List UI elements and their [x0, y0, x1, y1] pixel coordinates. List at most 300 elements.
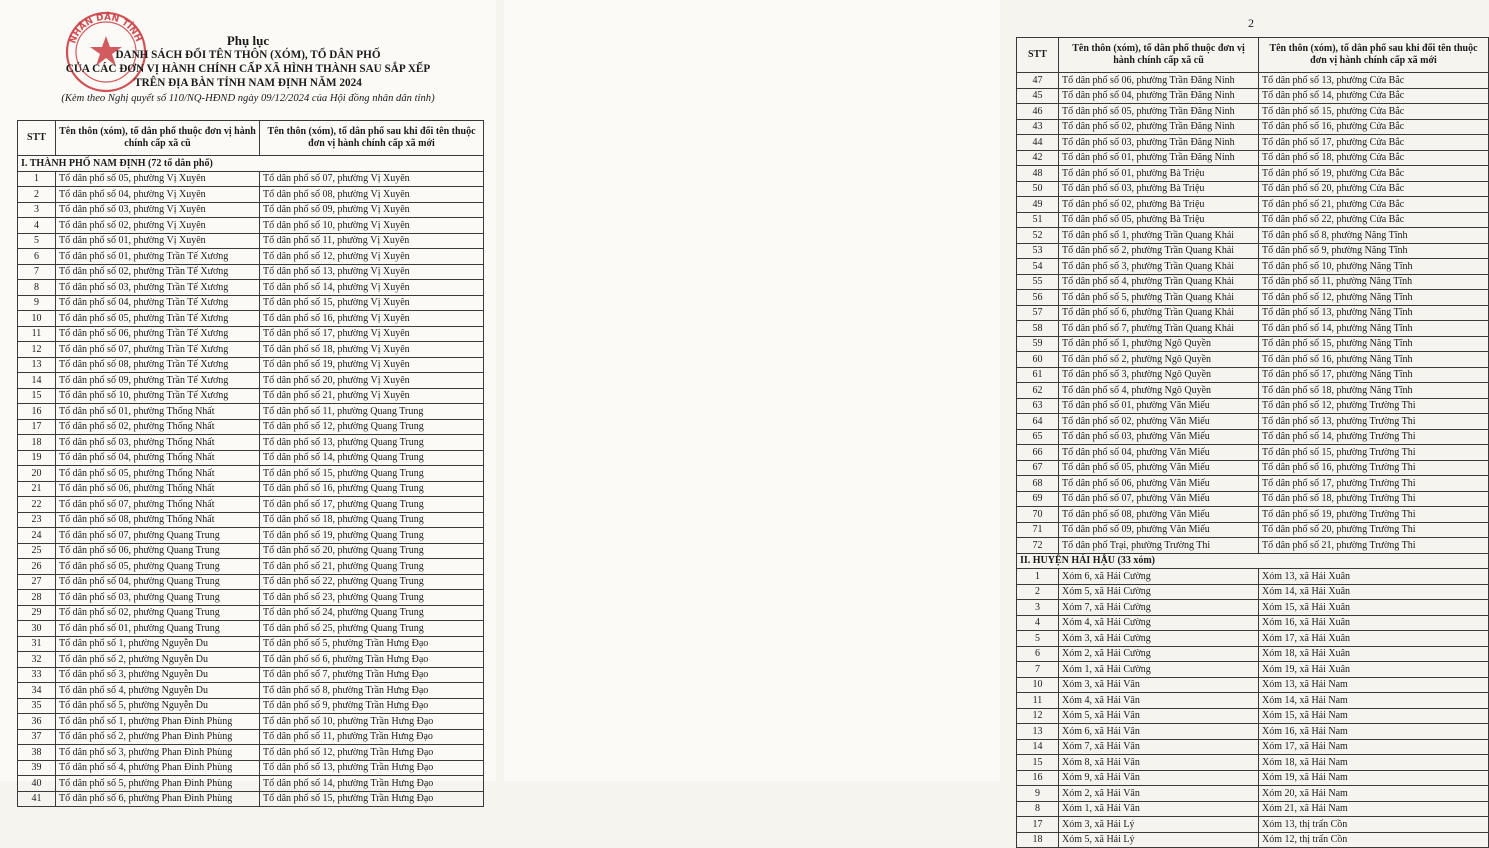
- cell-old-name: Tổ dân phố số 3, phường Ngô Quyền: [1059, 367, 1259, 383]
- table-row: [1017, 600, 1489, 616]
- cell-stt: 10: [1017, 677, 1059, 693]
- cell-new-name: Tổ dân phố số 21, phường Quang Trung: [260, 559, 484, 575]
- cell-old-name: Tổ dân phố số 4, phường Ngô Quyền: [1059, 383, 1259, 399]
- cell-new-name: Tổ dân phố số 14, phường Trần Hưng Đạo: [260, 776, 484, 792]
- table-row: [1017, 786, 1489, 802]
- cell-stt: 66: [1017, 445, 1059, 461]
- cell-old-name: Tổ dân phố số 3, phường Trần Quang Khải: [1059, 259, 1259, 275]
- cell-new-name: Xóm 16, xã Hải Nam: [1259, 724, 1489, 740]
- cell-new-name: Tổ dân phố số 16, phường Trường Thi: [1259, 460, 1489, 476]
- table-row: [1017, 243, 1489, 259]
- cell-old-name: Tổ dân phố số 02, phường Trần Tế Xương: [56, 264, 260, 280]
- cell-stt: 14: [18, 373, 56, 389]
- section-row-nam-dinh: [18, 156, 484, 172]
- cell-stt: 40: [18, 776, 56, 792]
- cell-stt: 6: [1017, 646, 1059, 662]
- renaming-table-left: [17, 120, 484, 807]
- cell-old-name: Tổ dân phố số 03, phường Bà Triệu: [1059, 181, 1259, 197]
- cell-stt: 22: [18, 497, 56, 513]
- cell-new-name: Tổ dân phố số 17, phường Năng Tĩnh: [1259, 367, 1489, 383]
- cell-stt: 14: [1017, 739, 1059, 755]
- cell-new-name: Tổ dân phố số 14, phường Trường Thi: [1259, 429, 1489, 445]
- cell-stt: 11: [18, 326, 56, 342]
- table-row: [18, 652, 484, 668]
- cell-stt: 67: [1017, 460, 1059, 476]
- cell-old-name: Tổ dân phố số 05, phường Trần Tế Xương: [56, 311, 260, 327]
- cell-new-name: Xóm 13, xã Hải Xuân: [1259, 569, 1489, 585]
- cell-old-name: Tổ dân phố số 4, phường Nguyễn Du: [56, 683, 260, 699]
- cell-stt: 9: [1017, 786, 1059, 802]
- cell-stt: 11: [1017, 693, 1059, 709]
- table-row: [1017, 460, 1489, 476]
- cell-stt: 33: [18, 667, 56, 683]
- cell-stt: 50: [1017, 181, 1059, 197]
- cell-old-name: Tổ dân phố số 03, phường Trần Tế Xương: [56, 280, 260, 296]
- section-title: I. THÀNH PHỐ NAM ĐỊNH (72 tổ dân phố): [18, 156, 484, 172]
- table-row: [1017, 197, 1489, 213]
- cell-old-name: Tổ dân phố số 03, phường Quang Trung: [56, 590, 260, 606]
- cell-stt: 20: [18, 466, 56, 482]
- cell-new-name: Tổ dân phố số 18, phường Vị Xuyên: [260, 342, 484, 358]
- cell-new-name: Tổ dân phố số 10, phường Năng Tĩnh: [1259, 259, 1489, 275]
- table-row: [1017, 150, 1489, 166]
- cell-stt: 15: [1017, 755, 1059, 771]
- cell-new-name: Xóm 21, xã Hải Nam: [1259, 801, 1489, 817]
- cell-stt: 16: [1017, 770, 1059, 786]
- cell-new-name: Tổ dân phố số 18, phường Quang Trung: [260, 512, 484, 528]
- cell-old-name: Tổ dân phố số 10, phường Trần Tế Xương: [56, 388, 260, 404]
- cell-stt: 10: [18, 311, 56, 327]
- cell-new-name: Tổ dân phố số 15, phường Vị Xuyên: [260, 295, 484, 311]
- cell-stt: 17: [1017, 817, 1059, 833]
- cell-stt: 48: [1017, 166, 1059, 182]
- table-row: [18, 466, 484, 482]
- cell-old-name: Tổ dân phố số 2, phường Trần Quang Khải: [1059, 243, 1259, 259]
- cell-stt: 16: [18, 404, 56, 420]
- cell-old-name: Tổ dân phố số 08, phường Văn Miếu: [1059, 507, 1259, 523]
- cell-stt: 23: [18, 512, 56, 528]
- cell-old-name: Tổ dân phố số 09, phường Trần Tế Xương: [56, 373, 260, 389]
- table-row: [1017, 135, 1489, 151]
- cell-old-name: Tổ dân phố số 02, phường Thống Nhất: [56, 419, 260, 435]
- cell-stt: 18: [18, 435, 56, 451]
- cell-old-name: Tổ dân phố số 05, phường Trần Đăng Ninh: [1059, 104, 1259, 120]
- cell-old-name: Xóm 3, xã Hải Vân: [1059, 677, 1259, 693]
- page-number: 2: [1248, 16, 1254, 30]
- cell-stt: 72: [1017, 538, 1059, 554]
- cell-old-name: Xóm 7, xã Hải Cường: [1059, 600, 1259, 616]
- cell-new-name: Tổ dân phố số 15, phường Cửa Bắc: [1259, 104, 1489, 120]
- table-row: [1017, 817, 1489, 833]
- cell-stt: 52: [1017, 228, 1059, 244]
- cell-old-name: Tổ dân phố số 06, phường Trần Đăng Ninh: [1059, 73, 1259, 89]
- cell-stt: 25: [18, 543, 56, 559]
- cell-stt: 8: [18, 280, 56, 296]
- table-row: [18, 295, 484, 311]
- cell-new-name: Tổ dân phố số 18, phường Cửa Bắc: [1259, 150, 1489, 166]
- table-row: [1017, 755, 1489, 771]
- table-row: [18, 543, 484, 559]
- table-row: [18, 450, 484, 466]
- cell-old-name: Tổ dân phố số 04, phường Thống Nhất: [56, 450, 260, 466]
- cell-old-name: Xóm 3, xã Hải Cường: [1059, 631, 1259, 647]
- cell-new-name: Tổ dân phố số 17, phường Trường Thi: [1259, 476, 1489, 492]
- table-row: [1017, 274, 1489, 290]
- cell-old-name: Tổ dân phố số 03, phường Văn Miếu: [1059, 429, 1259, 445]
- cell-new-name: Tổ dân phố số 13, phường Vị Xuyên: [260, 264, 484, 280]
- table-row: [18, 264, 484, 280]
- cell-old-name: Xóm 5, xã Hải Vân: [1059, 708, 1259, 724]
- cell-new-name: Xóm 17, xã Hải Nam: [1259, 739, 1489, 755]
- cell-stt: 31: [18, 636, 56, 652]
- cell-stt: 3: [1017, 600, 1059, 616]
- table-row: [1017, 677, 1489, 693]
- table-row: [18, 791, 484, 807]
- cell-old-name: Tổ dân phố Trại, phường Trường Thi: [1059, 538, 1259, 554]
- cell-stt: 8: [1017, 801, 1059, 817]
- table-row: [18, 512, 484, 528]
- cell-new-name: Tổ dân phố số 08, phường Vị Xuyên: [260, 187, 484, 203]
- cell-stt: 43: [1017, 119, 1059, 135]
- cell-stt: 55: [1017, 274, 1059, 290]
- cell-new-name: Tổ dân phố số 12, phường Năng Tĩnh: [1259, 290, 1489, 306]
- cell-new-name: Tổ dân phố số 16, phường Quang Trung: [260, 481, 484, 497]
- cell-old-name: Tổ dân phố số 05, phường Vị Xuyên: [56, 171, 260, 187]
- column-header-stt: STT: [18, 121, 56, 156]
- table-row: [18, 342, 484, 358]
- table-row: [1017, 259, 1489, 275]
- cell-stt: 56: [1017, 290, 1059, 306]
- cell-new-name: Tổ dân phố số 9, phường Năng Tĩnh: [1259, 243, 1489, 259]
- cell-old-name: Tổ dân phố số 01, phường Trần Tế Xương: [56, 249, 260, 265]
- cell-stt: 44: [1017, 135, 1059, 151]
- table-row: [18, 574, 484, 590]
- cell-stt: 4: [18, 218, 56, 234]
- table-row: [1017, 770, 1489, 786]
- document-title-line-2: CỦA CÁC ĐƠN VỊ HÀNH CHÍNH CẤP XÃ HÌNH THÀNH SAU SẮP XẾP: [65, 63, 431, 75]
- cell-stt: 42: [1017, 150, 1059, 166]
- table-row: [1017, 708, 1489, 724]
- cell-old-name: Tổ dân phố số 09, phường Văn Miếu: [1059, 522, 1259, 538]
- table-header-row: [1017, 38, 1489, 73]
- cell-old-name: Xóm 2, xã Hải Cường: [1059, 646, 1259, 662]
- cell-old-name: Xóm 3, xã Hải Lý: [1059, 817, 1259, 833]
- cell-new-name: Tổ dân phố số 11, phường Quang Trung: [260, 404, 484, 420]
- table-row: [1017, 631, 1489, 647]
- cell-old-name: Tổ dân phố số 03, phường Vị Xuyên: [56, 202, 260, 218]
- cell-new-name: Tổ dân phố số 12, phường Vị Xuyên: [260, 249, 484, 265]
- column-header-stt: STT: [1017, 38, 1059, 73]
- cell-old-name: Tổ dân phố số 03, phường Thống Nhất: [56, 435, 260, 451]
- table-row: [1017, 801, 1489, 817]
- table-row: [1017, 119, 1489, 135]
- cell-new-name: Xóm 18, xã Hải Nam: [1259, 755, 1489, 771]
- cell-stt: 60: [1017, 352, 1059, 368]
- cell-old-name: Tổ dân phố số 06, phường Văn Miếu: [1059, 476, 1259, 492]
- cell-stt: 57: [1017, 305, 1059, 321]
- cell-new-name: Xóm 14, xã Hải Xuân: [1259, 584, 1489, 600]
- table-row: [18, 667, 484, 683]
- cell-new-name: Tổ dân phố số 22, phường Cửa Bắc: [1259, 212, 1489, 228]
- cell-stt: 45: [1017, 88, 1059, 104]
- cell-new-name: Xóm 19, xã Hải Xuân: [1259, 662, 1489, 678]
- cell-new-name: Tổ dân phố số 10, phường Vị Xuyên: [260, 218, 484, 234]
- cell-new-name: Tổ dân phố số 13, phường Trường Thi: [1259, 414, 1489, 430]
- cell-new-name: Xóm 19, xã Hải Nam: [1259, 770, 1489, 786]
- cell-new-name: Tổ dân phố số 9, phường Trần Hưng Đạo: [260, 698, 484, 714]
- table-row: [18, 683, 484, 699]
- cell-old-name: Xóm 5, xã Hải Cường: [1059, 584, 1259, 600]
- cell-stt: 27: [18, 574, 56, 590]
- table-row: [1017, 724, 1489, 740]
- cell-new-name: Tổ dân phố số 20, phường Vị Xuyên: [260, 373, 484, 389]
- document-page-right: [504, 0, 1478, 846]
- cell-new-name: Tổ dân phố số 22, phường Quang Trung: [260, 574, 484, 590]
- table-row: [18, 388, 484, 404]
- table-row: [1017, 104, 1489, 120]
- cell-new-name: Tổ dân phố số 14, phường Vị Xuyên: [260, 280, 484, 296]
- cell-stt: 69: [1017, 491, 1059, 507]
- column-header-old-name: Tên thôn (xóm), tổ dân phố thuộc đơn vị hành chính cấp xã cũ: [1059, 38, 1259, 73]
- cell-old-name: Tổ dân phố số 2, phường Phan Đình Phùng: [56, 729, 260, 745]
- cell-stt: 26: [18, 559, 56, 575]
- cell-new-name: Tổ dân phố số 11, phường Trần Hưng Đạo: [260, 729, 484, 745]
- cell-stt: 46: [1017, 104, 1059, 120]
- cell-old-name: Tổ dân phố số 05, phường Bà Triệu: [1059, 212, 1259, 228]
- table-row: [1017, 832, 1489, 848]
- cell-new-name: Tổ dân phố số 20, phường Trường Thi: [1259, 522, 1489, 538]
- table-row: [1017, 414, 1489, 430]
- cell-old-name: Tổ dân phố số 01, phường Vị Xuyên: [56, 233, 260, 249]
- cell-new-name: Xóm 15, xã Hải Nam: [1259, 708, 1489, 724]
- table-row: [1017, 88, 1489, 104]
- table-row: [1017, 662, 1489, 678]
- table-row: [1017, 646, 1489, 662]
- cell-old-name: Tổ dân phố số 5, phường Trần Quang Khải: [1059, 290, 1259, 306]
- cell-old-name: Tổ dân phố số 6, phường Trần Quang Khải: [1059, 305, 1259, 321]
- cell-old-name: Tổ dân phố số 07, phường Văn Miếu: [1059, 491, 1259, 507]
- cell-old-name: Tổ dân phố số 01, phường Bà Triệu: [1059, 166, 1259, 182]
- table-row: [18, 729, 484, 745]
- cell-old-name: Tổ dân phố số 1, phường Trần Quang Khải: [1059, 228, 1259, 244]
- cell-new-name: Tổ dân phố số 09, phường Vị Xuyên: [260, 202, 484, 218]
- cell-old-name: Tổ dân phố số 05, phường Thống Nhất: [56, 466, 260, 482]
- cell-stt: 39: [18, 760, 56, 776]
- cell-old-name: Tổ dân phố số 01, phường Quang Trung: [56, 621, 260, 637]
- cell-new-name: Tổ dân phố số 14, phường Quang Trung: [260, 450, 484, 466]
- cell-old-name: Tổ dân phố số 05, phường Quang Trung: [56, 559, 260, 575]
- cell-stt: 37: [18, 729, 56, 745]
- cell-old-name: Xóm 5, xã Hải Lý: [1059, 832, 1259, 848]
- cell-old-name: Tổ dân phố số 04, phường Quang Trung: [56, 574, 260, 590]
- table-row: [18, 559, 484, 575]
- cell-new-name: Tổ dân phố số 15, phường Trường Thi: [1259, 445, 1489, 461]
- cell-new-name: Tổ dân phố số 15, phường Năng Tĩnh: [1259, 336, 1489, 352]
- cell-old-name: Tổ dân phố số 02, phường Trần Đăng Ninh: [1059, 119, 1259, 135]
- table-row: [18, 621, 484, 637]
- column-header-new-name: Tên thôn (xóm), tổ dân phố sau khi đổi tên thuộc đơn vị hành chính cấp xã mới: [1259, 38, 1489, 73]
- cell-old-name: Tổ dân phố số 07, phường Trần Tế Xương: [56, 342, 260, 358]
- cell-new-name: Tổ dân phố số 20, phường Cửa Bắc: [1259, 181, 1489, 197]
- cell-new-name: Xóm 12, thị trấn Cồn: [1259, 832, 1489, 848]
- table-row: [1017, 305, 1489, 321]
- cell-new-name: Tổ dân phố số 5, phường Trần Hưng Đạo: [260, 636, 484, 652]
- resolution-note: (Kèm theo Nghị quyết số 110/NQ-HĐND ngày 09/12/2024 của Hội đồng nhân dân tỉnh): [61, 93, 435, 104]
- cell-old-name: Tổ dân phố số 06, phường Quang Trung: [56, 543, 260, 559]
- table-row: [18, 481, 484, 497]
- cell-stt: 34: [18, 683, 56, 699]
- cell-new-name: Tổ dân phố số 19, phường Cửa Bắc: [1259, 166, 1489, 182]
- table-row: [1017, 429, 1489, 445]
- cell-stt: 13: [18, 357, 56, 373]
- table-row: [18, 760, 484, 776]
- cell-stt: 59: [1017, 336, 1059, 352]
- cell-stt: 12: [1017, 708, 1059, 724]
- cell-stt: 70: [1017, 507, 1059, 523]
- cell-stt: 49: [1017, 197, 1059, 213]
- cell-new-name: Xóm 18, xã Hải Xuân: [1259, 646, 1489, 662]
- cell-stt: 63: [1017, 398, 1059, 414]
- cell-new-name: Tổ dân phố số 13, phường Quang Trung: [260, 435, 484, 451]
- table-row: [18, 249, 484, 265]
- section-title: II. HUYỆN HẢI HẬU (33 xóm): [1017, 553, 1489, 569]
- cell-old-name: Tổ dân phố số 04, phường Trần Tế Xương: [56, 295, 260, 311]
- table-row: [1017, 181, 1489, 197]
- cell-stt: 53: [1017, 243, 1059, 259]
- cell-stt: 68: [1017, 476, 1059, 492]
- column-header-new-name: Tên thôn (xóm), tổ dân phố sau khi đổi tên thuộc đơn vị hành chính cấp xã mới: [260, 121, 484, 156]
- cell-new-name: Tổ dân phố số 23, phường Quang Trung: [260, 590, 484, 606]
- table-row: [18, 326, 484, 342]
- cell-new-name: Tổ dân phố số 14, phường Năng Tĩnh: [1259, 321, 1489, 337]
- cell-old-name: Xóm 7, xã Hải Vân: [1059, 739, 1259, 755]
- cell-stt: 15: [18, 388, 56, 404]
- table-row: [1017, 352, 1489, 368]
- document-page-left: [0, 0, 496, 805]
- cell-stt: 54: [1017, 259, 1059, 275]
- cell-old-name: Xóm 6, xã Hải Cường: [1059, 569, 1259, 585]
- cell-stt: 2: [1017, 584, 1059, 600]
- cell-new-name: Tổ dân phố số 11, phường Năng Tĩnh: [1259, 274, 1489, 290]
- cell-old-name: Tổ dân phố số 4, phường Trần Quang Khải: [1059, 274, 1259, 290]
- cell-new-name: Tổ dân phố số 21, phường Cửa Bắc: [1259, 197, 1489, 213]
- cell-old-name: Tổ dân phố số 04, phường Trần Đăng Ninh: [1059, 88, 1259, 104]
- cell-new-name: Tổ dân phố số 15, phường Trần Hưng Đạo: [260, 791, 484, 807]
- table-header-row: [18, 121, 484, 156]
- renaming-table-right: [1016, 37, 1489, 848]
- table-row: [18, 280, 484, 296]
- table-row: [18, 357, 484, 373]
- column-header-old-name: Tên thôn (xóm), tổ dân phố thuộc đơn vị hành chính cấp xã cũ: [56, 121, 260, 156]
- table-row: [18, 202, 484, 218]
- table-row: [1017, 321, 1489, 337]
- cell-stt: 47: [1017, 73, 1059, 89]
- cell-stt: 61: [1017, 367, 1059, 383]
- cell-new-name: Tổ dân phố số 19, phường Vị Xuyên: [260, 357, 484, 373]
- cell-old-name: Tổ dân phố số 02, phường Vị Xuyên: [56, 218, 260, 234]
- table-row: [1017, 507, 1489, 523]
- document-title-line-3: TRÊN ĐỊA BÀN TỈNH NAM ĐỊNH NĂM 2024: [134, 77, 362, 89]
- cell-stt: 6: [18, 249, 56, 265]
- cell-old-name: Tổ dân phố số 01, phường Thống Nhất: [56, 404, 260, 420]
- cell-new-name: Tổ dân phố số 16, phường Vị Xuyên: [260, 311, 484, 327]
- cell-stt: 13: [1017, 724, 1059, 740]
- cell-stt: 51: [1017, 212, 1059, 228]
- cell-new-name: Tổ dân phố số 10, phường Trần Hưng Đạo: [260, 714, 484, 730]
- cell-new-name: Xóm 20, xã Hải Nam: [1259, 786, 1489, 802]
- table-row: [1017, 166, 1489, 182]
- cell-new-name: Xóm 13, xã Hải Nam: [1259, 677, 1489, 693]
- cell-new-name: Tổ dân phố số 24, phường Quang Trung: [260, 605, 484, 621]
- cell-old-name: Xóm 1, xã Hải Vân: [1059, 801, 1259, 817]
- cell-new-name: Tổ dân phố số 21, phường Trường Thi: [1259, 538, 1489, 554]
- cell-stt: 12: [18, 342, 56, 358]
- table-row: [1017, 615, 1489, 631]
- table-row: [1017, 693, 1489, 709]
- cell-new-name: Tổ dân phố số 12, phường Trần Hưng Đạo: [260, 745, 484, 761]
- cell-stt: 4: [1017, 615, 1059, 631]
- cell-old-name: Tổ dân phố số 08, phường Thống Nhất: [56, 512, 260, 528]
- cell-stt: 65: [1017, 429, 1059, 445]
- cell-old-name: Tổ dân phố số 02, phường Bà Triệu: [1059, 197, 1259, 213]
- table-row: [18, 776, 484, 792]
- cell-old-name: Tổ dân phố số 4, phường Phan Đình Phùng: [56, 760, 260, 776]
- cell-stt: 5: [1017, 631, 1059, 647]
- cell-old-name: Tổ dân phố số 2, phường Ngô Quyền: [1059, 352, 1259, 368]
- table-row: [18, 528, 484, 544]
- cell-old-name: Xóm 2, xã Hải Vân: [1059, 786, 1259, 802]
- cell-old-name: Tổ dân phố số 6, phường Phan Đình Phùng: [56, 791, 260, 807]
- table-row: [18, 187, 484, 203]
- cell-old-name: Xóm 4, xã Hải Cường: [1059, 615, 1259, 631]
- cell-old-name: Tổ dân phố số 02, phường Văn Miếu: [1059, 414, 1259, 430]
- cell-new-name: Tổ dân phố số 14, phường Cửa Bắc: [1259, 88, 1489, 104]
- cell-old-name: Tổ dân phố số 1, phường Phan Đình Phùng: [56, 714, 260, 730]
- cell-stt: 18: [1017, 832, 1059, 848]
- cell-stt: 71: [1017, 522, 1059, 538]
- cell-old-name: Xóm 1, xã Hải Cường: [1059, 662, 1259, 678]
- table-row: [1017, 445, 1489, 461]
- cell-stt: 2: [18, 187, 56, 203]
- cell-old-name: Tổ dân phố số 08, phường Trần Tế Xương: [56, 357, 260, 373]
- cell-old-name: Tổ dân phố số 07, phường Quang Trung: [56, 528, 260, 544]
- table-row: [18, 698, 484, 714]
- cell-old-name: Tổ dân phố số 3, phường Phan Đình Phùng: [56, 745, 260, 761]
- cell-old-name: Xóm 6, xã Hải Vân: [1059, 724, 1259, 740]
- cell-old-name: Tổ dân phố số 3, phường Nguyễn Du: [56, 667, 260, 683]
- table-row: [1017, 739, 1489, 755]
- cell-new-name: Tổ dân phố số 13, phường Năng Tĩnh: [1259, 305, 1489, 321]
- cell-stt: 1: [18, 171, 56, 187]
- cell-stt: 21: [18, 481, 56, 497]
- cell-new-name: Tổ dân phố số 17, phường Quang Trung: [260, 497, 484, 513]
- cell-stt: 19: [18, 450, 56, 466]
- cell-stt: 1: [1017, 569, 1059, 585]
- table-row: [1017, 538, 1489, 554]
- table-row: [18, 745, 484, 761]
- cell-stt: 17: [18, 419, 56, 435]
- table-row: [1017, 522, 1489, 538]
- cell-new-name: Xóm 17, xã Hải Xuân: [1259, 631, 1489, 647]
- cell-old-name: Tổ dân phố số 04, phường Văn Miếu: [1059, 445, 1259, 461]
- cell-stt: 9: [18, 295, 56, 311]
- table-row: [1017, 383, 1489, 399]
- cell-new-name: Xóm 14, xã Hải Nam: [1259, 693, 1489, 709]
- table-row: [18, 373, 484, 389]
- cell-new-name: Tổ dân phố số 12, phường Quang Trung: [260, 419, 484, 435]
- cell-old-name: Xóm 4, xã Hải Vân: [1059, 693, 1259, 709]
- cell-stt: 32: [18, 652, 56, 668]
